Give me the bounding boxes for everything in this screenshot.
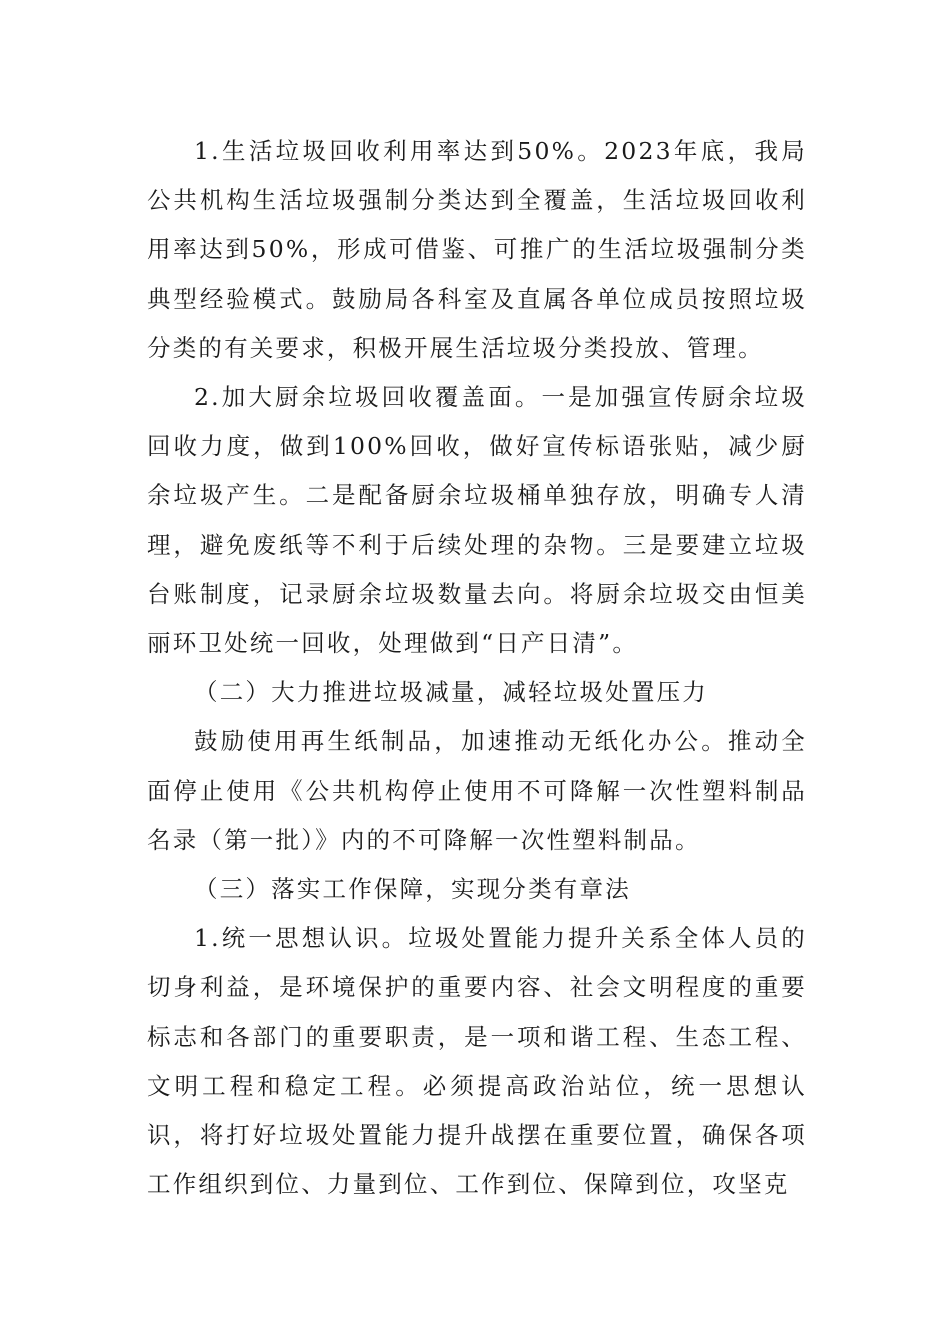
section-heading-guarantee: （三）落实工作保障，实现分类有章法 — [194, 875, 631, 904]
document-body — [147, 127, 807, 1209]
section-heading-reduction: （二）大力推进垃圾减量，减轻垃圾处置压力 — [194, 678, 708, 707]
paragraph-recycling-rate: 1.生活垃圾回收利用率达到50%。2023年底，我局公共机构生活垃圾强制分类达到全覆盖，生活垃圾回收利用率达到50%，形成可借鉴、可推广的生活垃圾强制分类典型经验模式。鼓励局各科室及直属各单位成员按照垃圾分类的有关要求，积极开展生活垃圾分类投放、管理。 — [147, 137, 807, 362]
paragraph-unify-thinking: 1.统一思想认识。垃圾处置能力提升关系全体人员的切身利益，是环境保护的重要内容、社会文明程度的重要标志和各部门的重要职责，是一项和谐工程、生态工程、文明工程和稳定工程。必须提高政治站位，统一思想认识，将打好垃圾处置能力提升战摆在重要位置，确保各项工作组织到位、力量到位、工作到位、保障到位，攻坚克 — [147, 924, 807, 1199]
paragraph-paperless: 鼓励使用再生纸制品，加速推动无纸化办公。推动全面停止使用《公共机构停止使用不可降解一次性塑料制品名录（第一批）》内的不可降解一次性塑料制品。 — [147, 727, 807, 854]
paragraph-kitchen-waste: 2.加大厨余垃圾回收覆盖面。一是加强宣传厨余垃圾回收力度，做到100%回收，做好宣传标语张贴，减少厨余垃圾产生。二是配备厨余垃圾桶单独存放，明确专人清理，避免废纸等不利于后续处理的杂物。三是要建立垃圾台账制度，记录厨余垃圾数量去向。将厨余垃圾交由恒美丽环卫处统一回收，处理做到“日产日清”。 — [147, 383, 807, 658]
